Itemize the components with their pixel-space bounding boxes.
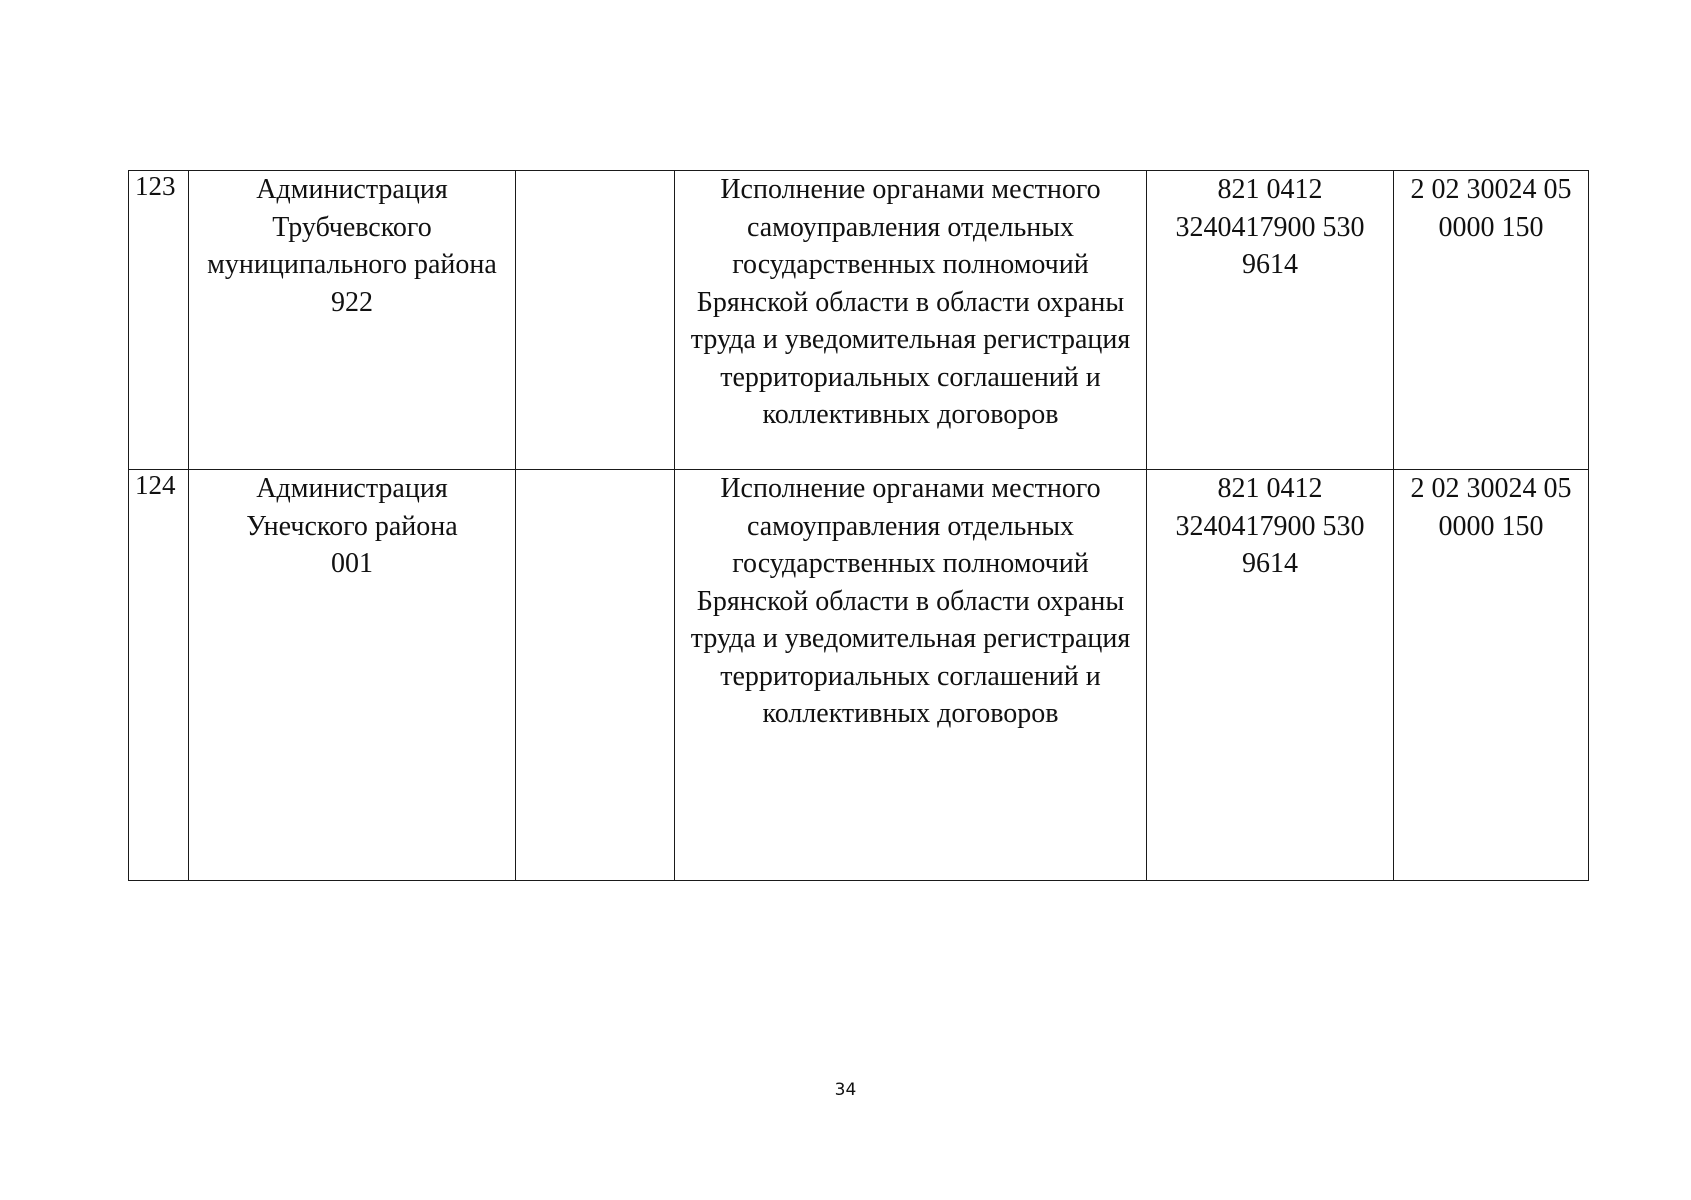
description-cell xyxy=(675,171,1147,470)
income-code-cell xyxy=(1394,171,1589,470)
organization-cell xyxy=(189,470,516,881)
income-code: 2 02 30024 05 0000 150 xyxy=(1410,473,1572,542)
row-number-cell xyxy=(129,171,189,470)
row-number-cell xyxy=(129,470,189,881)
budget-code-cell xyxy=(1147,470,1394,881)
budget-table xyxy=(128,170,1589,881)
empty-cell xyxy=(516,171,675,470)
budget-code-cell xyxy=(1147,171,1394,470)
row-number: 124 xyxy=(135,470,176,500)
budget-code: 821 0412 3240417900 530 9614 xyxy=(1175,473,1365,579)
table-row xyxy=(129,171,1589,470)
budget-code: 821 0412 3240417900 530 9614 xyxy=(1175,174,1365,280)
income-code-cell xyxy=(1394,470,1589,881)
income-code: 2 02 30024 05 0000 150 xyxy=(1410,174,1572,243)
organization-name: Администрация Трубчевского муниципального района 922 xyxy=(207,174,497,318)
empty-cell xyxy=(516,470,675,881)
description-cell xyxy=(675,470,1147,881)
organization-name: Администрация Унечского района 001 xyxy=(246,473,458,579)
table-row xyxy=(129,470,1589,881)
organization-cell xyxy=(189,171,516,470)
description-text: Исполнение органами местного самоуправления отдельных государственных полномочий Брянской области в области охраны труда и уведомительная регистрация территориальных соглашений и коллективных договоров xyxy=(690,174,1131,430)
description-text: Исполнение органами местного самоуправления отдельных государственных полномочий Брянской области в области охраны труда и уведомительная регистрация территориальных соглашений и коллективных договоров xyxy=(690,473,1131,729)
row-number: 123 xyxy=(135,171,176,201)
page-number: 34 xyxy=(834,1080,857,1100)
